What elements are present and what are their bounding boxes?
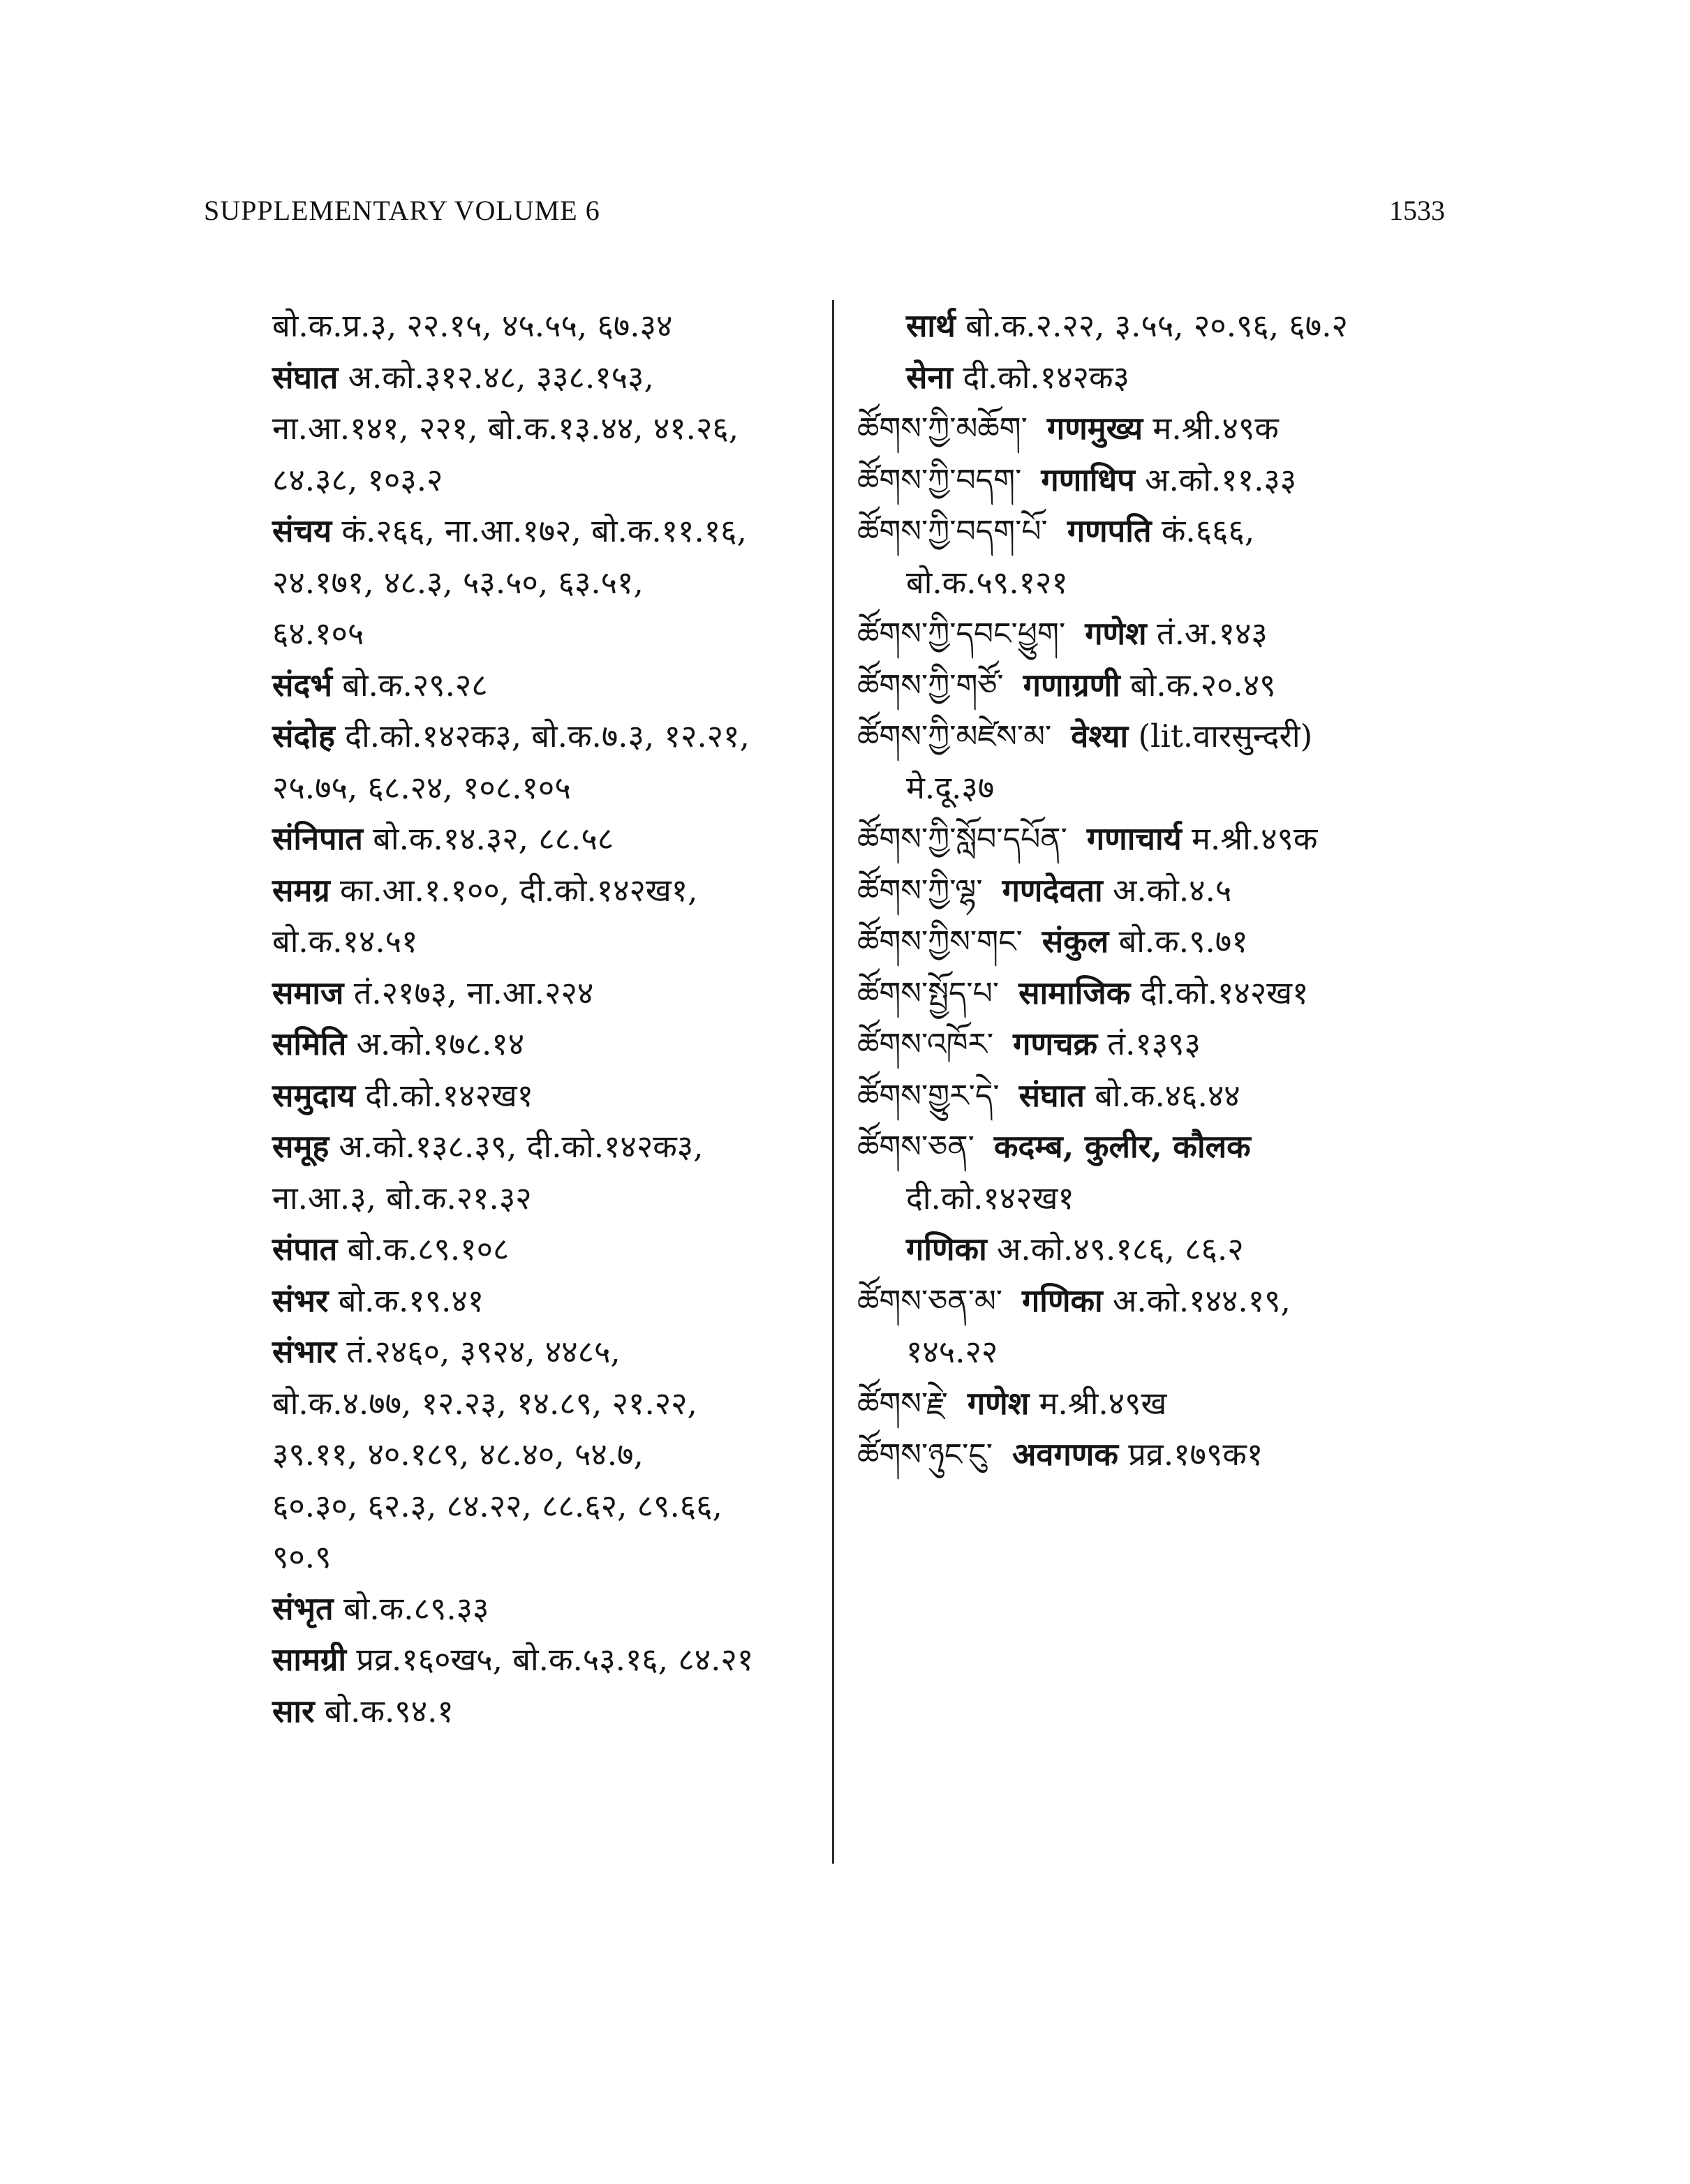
entry-line [272,1121,831,1173]
citations: बो.क.८९.३३ [333,1589,489,1627]
citations: अ.को.४९.१८६, ८६.२ [986,1231,1244,1268]
citations: ३९.११, ४०.१८९, ४८.४०, ५४.७, [272,1436,644,1473]
headword: सामग्री [272,1641,347,1678]
entry-line [857,660,1430,711]
entry-line [857,1378,1430,1429]
entry-continuation [272,557,831,609]
citations: अ.को.११.३३ [1134,461,1297,498]
headword: सार [272,1692,315,1730]
tibetan-term: ཚོགས་ཀྱི་མཛེས་མ་ [857,719,1052,755]
headword: समाज [272,974,344,1011]
headword: संभार [272,1333,337,1370]
citations: अ.को.४.५ [1102,871,1232,909]
entry-line [857,711,1430,762]
citations: म.श्री.४९क [1143,410,1279,447]
citations: बो.क.१४.५१ [272,923,418,960]
headword: संकुल [1042,923,1109,960]
entry-line [272,1018,831,1070]
headword: समूह [272,1128,329,1165]
headword: गणिका [906,1231,987,1268]
entry-continuation [857,1326,1430,1378]
citations: बो.क.९.७१ [1109,923,1248,960]
headword: वेश्या [1071,718,1129,755]
entry-line [272,352,831,403]
citations: कं.२६६, ना.आ.१७२, बो.क.११.१६, [332,512,747,549]
headword: संघात [1018,1076,1085,1114]
entry-line [857,1429,1430,1480]
entry-line [272,1634,831,1686]
tibetan-term: ཚོགས་ཀྱི་བདག་ [857,462,1022,498]
citations: ६०.३०, ६२.३, ८४.२२, ८८.६२, ८९.६६, [272,1487,722,1524]
entry-continuation [272,1378,831,1429]
citations: प्रव्र.१६०ख५, बो.क.५३.१६, ८४.२१ [346,1641,754,1678]
entry-line [857,608,1430,660]
entry-line [272,711,831,762]
citations: बो.क.२०.४९ [1120,666,1276,704]
page-number: 1533 [1389,195,1445,226]
headword: संनिपात [272,820,363,857]
citations: बो.क.८९.१०८ [337,1231,510,1268]
entry-line [857,967,1430,1019]
citations: अ.को.१४४.१९, [1102,1282,1291,1319]
entry-continuation [857,1173,1430,1224]
citations: मे.दू.३७ [906,768,995,806]
citations: तं.२१७३, ना.आ.२२४ [343,974,594,1011]
citations: म.श्री.४९क [1181,820,1318,857]
entry-line [857,813,1430,865]
entry-line [857,916,1430,967]
tibetan-term: ཚོགས་འཁོར་ [857,1027,994,1062]
citations: दी.को.१४२ख१ [1130,974,1309,1011]
entry-line [272,1070,831,1122]
entry-line [857,505,1430,557]
citations: बो.क.९४.१ [314,1692,454,1730]
headword: संदर्भ [272,666,332,704]
headword: संभर [272,1282,329,1319]
entry-continuation [272,300,831,352]
citations: बो.क.प्र.३, २२.१५, ४५.५५, ६७.३४ [272,307,673,344]
entry-line [857,1121,1430,1173]
headword: संचय [272,512,332,549]
headword: गणेश [1085,615,1147,652]
tibetan-term: ཚོགས་ཀྱི་བདག་པོ་ [857,514,1048,549]
entry-line [857,403,1430,454]
entry-line [272,967,831,1019]
citations: तं.१३९३ [1097,1025,1201,1062]
citations: बो.क.२९.२८ [332,666,488,704]
citations: ना.आ.३, बो.क.२१.३२ [272,1179,532,1217]
entry-continuation [272,403,831,454]
headword: समुदाय [272,1076,355,1114]
citations: ना.आ.१४१, २२१, बो.क.१३.४४, ४१.२६, [272,410,739,447]
citations: ९०.९ [272,1538,332,1575]
headword: संघात [272,358,339,396]
tibetan-term: ཚོགས་ཀྱིས་གང་ [857,924,1023,960]
citations: अ.को.१३८.३९, दी.को.१४२क३, [329,1128,704,1165]
headword: सेना [906,358,954,396]
entry-line [272,865,831,916]
entry-line [272,1326,831,1378]
entry-continuation [272,1173,831,1224]
headword: समिति [272,1025,347,1062]
entry-line [272,505,831,557]
citations: ८४.३८, १०३.२ [272,461,443,498]
entry-line [272,1224,831,1275]
citations: का.आ.१.१००, दी.को.१४२ख१, [329,871,698,909]
tibetan-term: ཚོགས་ཀྱི་མཆོག་ [857,411,1028,447]
headword: संदोह [272,718,335,755]
tibetan-term: ཚོགས་ཀྱི་སློབ་དཔོན་ [857,822,1067,857]
left-column [272,300,831,1737]
entry-line [857,1018,1430,1070]
citations: तं.२४६०, ३९२४, ४४८५, [336,1333,621,1370]
citations: २४.१७१, ४८.३, ५३.५०, ६३.५१, [272,563,644,601]
headword: गणचक्र [1013,1025,1098,1062]
headword: समग्र [272,871,330,909]
entry-line [272,1686,831,1737]
headword: गणाग्रणी [1023,666,1120,704]
entry-continuation [272,608,831,660]
tibetan-term: ཚོགས་སྤྱོད་པ་ [857,975,1000,1011]
entry-continuation [272,1531,831,1583]
headword: गणपति [1067,512,1152,549]
tibetan-term: ཚོགས་ཅན་མ་ [857,1283,1002,1319]
citations: दी.को.१४२ख१ [906,1179,1074,1217]
citations: (lit.वारसुन्दरी) [1128,718,1313,755]
entry-line [857,1070,1430,1122]
citations: ६४.१०५ [272,615,364,652]
tibetan-term: ཚོགས་གྱུར་དེ་ [857,1078,1000,1114]
tibetan-term: ཚོགས་རྗེ་ [857,1386,948,1422]
headword: कदम्ब, कुलीर, कौलक [993,1128,1251,1165]
entry-continuation [857,1224,1430,1275]
headword: गणेश [967,1384,1030,1422]
entry-continuation [272,1429,831,1480]
citations: बो.क.२.२२, ३.५५, २०.९६, ६७.२ [955,307,1348,344]
citations: अ.को.३१२.४८, ३३८.१५३, [338,358,654,396]
entry-continuation [272,1480,831,1532]
entry-continuation [857,762,1430,814]
headword: सामाजिक [1018,974,1131,1011]
citations: कं.६६६, [1151,512,1255,549]
headword: गणाचार्य [1086,820,1182,857]
entry-line [272,1275,831,1327]
running-head: SUPPLEMENTARY VOLUME 6 [204,195,600,226]
tibetan-term: ཚོགས་ཀྱི་དབང་ཕྱུག་ [857,616,1066,652]
tibetan-term: ཚོགས་ཅན་ [857,1129,974,1165]
citations: २५.७५, ६८.२४, १०८.१०५ [272,768,571,806]
entry-line [272,813,831,865]
citations: दी.को.१४२ख१ [355,1076,534,1114]
citations: तं.अ.१४३ [1146,615,1268,652]
entry-line [272,660,831,711]
citations: बो.क.५९.१२१ [906,563,1068,601]
entry-line [857,454,1430,506]
citations: बो.क.४६.४४ [1084,1076,1240,1114]
entry-continuation [857,557,1430,609]
tibetan-term: ཚོགས་ཉུང་ངུ་ [857,1437,993,1473]
citations: दी.को.१४२क३, बो.क.७.३, १२.२१, [334,718,750,755]
column-divider [832,300,834,1864]
headword: गणिका [1021,1282,1103,1319]
entry-continuation [272,916,831,967]
headword: गणदेवता [1002,871,1103,909]
entry-line [857,865,1430,916]
entry-continuation [857,352,1430,403]
headword: सार्थ [906,307,956,344]
entry-line [272,1583,831,1635]
headword: अवगणक [1012,1436,1118,1473]
citations: म.श्री.४९ख [1029,1384,1167,1422]
entry-line [857,1275,1430,1327]
tibetan-term: ཚོགས་ཀྱི་གཙོ་ [857,667,1004,704]
entry-continuation [272,762,831,814]
citations: बो.क.४.७७, १२.२३, १४.८९, २१.२२, [272,1384,697,1422]
citations: प्रव्र.१७९क१ [1118,1436,1263,1473]
headword: संभृत [272,1589,334,1627]
headword: गणमुख्य [1046,410,1143,447]
entry-continuation [857,300,1430,352]
citations: बो.क.१९.४१ [328,1282,484,1319]
citations: बो.क.१४.३२, ८८.५८ [362,820,614,857]
citations: दी.को.१४२क३ [953,358,1129,396]
right-column [857,300,1430,1480]
entry-continuation [272,454,831,506]
tibetan-term: ཚོགས་ཀྱི་ལྷ་ [857,872,983,909]
headword: गणाधिप [1041,461,1135,498]
citations: १४५.२२ [906,1333,998,1370]
citations: अ.को.१७८.१४ [346,1025,525,1062]
headword: संपात [272,1231,338,1268]
